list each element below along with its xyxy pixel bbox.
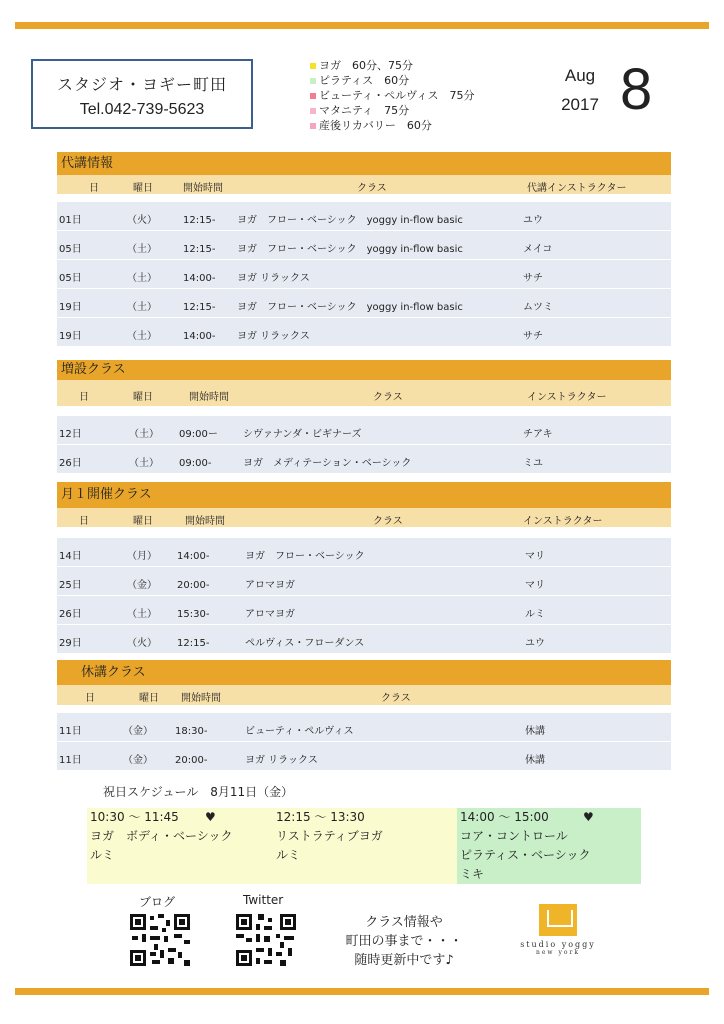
holiday-slot <box>87 808 273 884</box>
table-cell: ミユ <box>523 458 543 469</box>
slot-instructor: ルミ <box>90 848 115 862</box>
section-title: 増設クラス <box>57 360 671 380</box>
table-cell: 12:15- <box>183 302 216 313</box>
table-header <box>57 175 671 194</box>
extra-section <box>57 360 671 474</box>
slot-class: リストラティブヨガ <box>276 829 383 843</box>
col-header: 曜日 <box>133 183 153 194</box>
slot-time: 14:00 ～ 15:00 <box>460 810 549 824</box>
table-cell: 09:00- <box>179 458 212 469</box>
col-header: クラス <box>381 693 411 704</box>
table-cell: 休講 <box>525 726 545 737</box>
table-cell: マリ <box>525 580 545 591</box>
promo-text: クラス情報や 町田の事まで・・・ 随時更新中です♪ <box>345 915 463 968</box>
month-label: Aug <box>564 66 596 85</box>
slot-class: ヨガ ボディ・ベーシック <box>90 829 233 843</box>
table-row <box>57 231 671 260</box>
table-cell: 12:15- <box>183 215 216 226</box>
table-cell: （火） <box>127 638 157 649</box>
table-cell: ヨガ メディテーション・ベーシック <box>243 458 412 469</box>
col-header: 曜日 <box>133 516 153 527</box>
table-gap <box>57 406 671 416</box>
table-cell: アロマヨガ <box>245 609 295 620</box>
legend-swatch <box>310 78 316 84</box>
col-header: 曜日 <box>139 693 159 704</box>
col-header: 日 <box>85 693 95 704</box>
table-cell: アロマヨガ <box>245 580 295 591</box>
legend-item: ピラティス 60分 <box>310 73 474 88</box>
logo-subtext: new york <box>536 949 580 956</box>
table-cell: （土） <box>127 331 157 342</box>
table-cell: 12日 <box>59 429 82 440</box>
table-row <box>57 538 671 567</box>
table-cell: ヨガ リラックス <box>245 755 318 766</box>
table-cell: マリ <box>525 551 545 562</box>
cancelled-section <box>57 660 671 771</box>
table-cell: 12:15- <box>177 638 210 649</box>
table-cell: ヨガ フロー・ベーシック <box>245 551 365 562</box>
legend-item: ヨガ 60分、75分 <box>310 58 474 73</box>
table-cell: （金） <box>123 726 153 737</box>
table-cell: 20:00- <box>175 755 208 766</box>
table-cell: チアキ <box>523 429 553 440</box>
table-row <box>57 596 671 625</box>
heart-icon: ♥ <box>583 810 594 824</box>
legend-item: 産後リカバリー 60分 <box>310 118 474 133</box>
table-cell: メイコ <box>523 244 553 255</box>
table-cell: （土） <box>127 302 157 313</box>
table-cell: 20:00- <box>177 580 210 591</box>
col-header: クラス <box>373 392 403 403</box>
table-cell: 12:15- <box>183 244 216 255</box>
section-title: 月１開催クラス <box>57 482 671 508</box>
table-cell: （土） <box>129 458 159 469</box>
table-cell: ヨガ フロー・ベーシック yoggy in-flow basic <box>237 244 463 255</box>
table-row <box>57 416 671 445</box>
table-cell: （土） <box>129 429 159 440</box>
table-row <box>57 318 671 347</box>
slot-time: 12:15 ～ 13:30 <box>276 810 365 824</box>
year-label: 2017 <box>561 95 599 114</box>
table-cell: 01日 <box>59 215 82 226</box>
blog-qr-code[interactable] <box>128 912 192 968</box>
legend-swatch <box>310 93 316 99</box>
table-header <box>57 685 671 705</box>
col-header: 日 <box>79 516 89 527</box>
table-cell: シヴァナンダ・ビギナーズ <box>243 429 362 440</box>
table-cell: （土） <box>127 273 157 284</box>
twitter-label: Twitter <box>243 893 284 907</box>
table-header <box>57 508 671 527</box>
table-cell: （火） <box>127 215 157 226</box>
table-cell: ユウ <box>525 638 545 649</box>
table-cell: 19日 <box>59 331 82 342</box>
table-cell: サチ <box>523 331 543 342</box>
col-header: 日 <box>79 392 89 403</box>
table-gap <box>57 194 671 202</box>
table-cell: 15:30- <box>177 609 210 620</box>
table-gap <box>57 527 671 538</box>
table-row <box>57 625 671 654</box>
table-cell: （金） <box>127 580 157 591</box>
studio-name: スタジオ・ヨギー町田 <box>56 75 227 94</box>
table-cell: ビューティ・ペルヴィス <box>245 726 354 737</box>
monthly-section <box>57 482 671 654</box>
table-row <box>57 742 671 771</box>
table-cell: 09:00ー <box>179 429 218 440</box>
col-header: 開始時間 <box>183 183 223 194</box>
table-gap <box>57 705 671 713</box>
table-cell: ヨガ リラックス <box>237 331 310 342</box>
legend-item: マタニティ 75分 <box>310 103 474 118</box>
slot-class: コア・コントロール <box>460 829 568 843</box>
holiday-schedule <box>87 808 641 884</box>
slot-instructor: ルミ <box>276 848 301 862</box>
slot-class-2: ピラティス・ベーシック <box>460 848 591 862</box>
table-cell: （土） <box>127 244 157 255</box>
table-cell: 14:00- <box>183 331 216 342</box>
month-number: 8 <box>620 57 653 122</box>
table-cell: 05日 <box>59 273 82 284</box>
studio-info-box <box>31 59 253 129</box>
holiday-title: 祝日スケジュール 8月11日（金） <box>103 785 294 799</box>
table-header <box>57 380 671 406</box>
class-legend <box>310 58 474 133</box>
table-cell: 26日 <box>59 609 82 620</box>
table-body <box>57 202 671 347</box>
table-row <box>57 713 671 742</box>
table-body <box>57 416 671 474</box>
col-header: クラス <box>357 183 387 194</box>
col-header: 開始時間 <box>189 392 229 403</box>
table-cell: 19日 <box>59 302 82 313</box>
section-title: 代講情報 <box>57 152 671 175</box>
table-cell: ルミ <box>525 609 545 620</box>
table-cell: ヨガ フロー・ベーシック yoggy in-flow basic <box>237 215 463 226</box>
holiday-slot <box>457 808 641 884</box>
table-cell: （土） <box>127 609 157 620</box>
table-cell: 14:00- <box>177 551 210 562</box>
studio-tel: Tel.042-739-5623 <box>79 101 205 118</box>
table-row <box>57 289 671 318</box>
legend-swatch <box>310 63 316 69</box>
logo-text: studio yoggy <box>520 940 596 949</box>
table-cell: 11日 <box>59 726 82 737</box>
legend-item: ビューティ・ペルヴィス 75分 <box>310 88 474 103</box>
col-header: インストラクター <box>527 392 607 403</box>
slot-time: 10:30 ～ 11:45 <box>90 810 179 824</box>
col-header: インストラクター <box>523 516 603 527</box>
table-cell: 14日 <box>59 551 82 562</box>
top-bar <box>15 22 709 29</box>
table-cell: ヨガ フロー・ベーシック yoggy in-flow basic <box>237 302 463 313</box>
logo-mark <box>539 904 577 936</box>
table-row <box>57 567 671 596</box>
table-cell: 25日 <box>59 580 82 591</box>
substitute-section <box>57 152 671 347</box>
table-cell: 11日 <box>59 755 82 766</box>
col-header: クラス <box>373 516 403 527</box>
heart-icon: ♥ <box>205 810 216 824</box>
col-header: 曜日 <box>133 392 153 403</box>
col-header: 代講インストラクター <box>527 183 627 194</box>
table-cell: サチ <box>523 273 543 284</box>
studio-yoggy-logo <box>504 904 612 956</box>
col-header: 開始時間 <box>185 516 225 527</box>
table-cell: ムツミ <box>523 302 553 313</box>
table-cell: （金） <box>123 755 153 766</box>
table-cell: 18:30- <box>175 726 208 737</box>
col-header: 開始時間 <box>181 693 221 704</box>
legend-swatch <box>310 123 316 129</box>
table-cell: 05日 <box>59 244 82 255</box>
table-cell: 26日 <box>59 458 82 469</box>
twitter-qr-code[interactable] <box>234 912 298 968</box>
table-body <box>57 538 671 654</box>
table-body <box>57 713 671 771</box>
table-cell: 休講 <box>525 755 545 766</box>
table-cell: ヨガ リラックス <box>237 273 310 284</box>
table-cell: 14:00- <box>183 273 216 284</box>
section-title: 休講クラス <box>57 660 671 685</box>
table-cell: ユウ <box>523 215 543 226</box>
table-row <box>57 202 671 231</box>
table-row <box>57 445 671 474</box>
legend-swatch <box>310 108 316 114</box>
holiday-slot <box>273 808 457 884</box>
bottom-bar <box>15 988 709 995</box>
table-cell: （月） <box>127 551 157 562</box>
slot-instructor: ミキ <box>460 867 485 881</box>
col-header: 日 <box>89 183 99 194</box>
table-cell: 29日 <box>59 638 82 649</box>
table-cell: ペルヴィス・フローダンス <box>245 638 365 649</box>
table-row <box>57 260 671 289</box>
blog-label: ブログ <box>139 895 176 909</box>
